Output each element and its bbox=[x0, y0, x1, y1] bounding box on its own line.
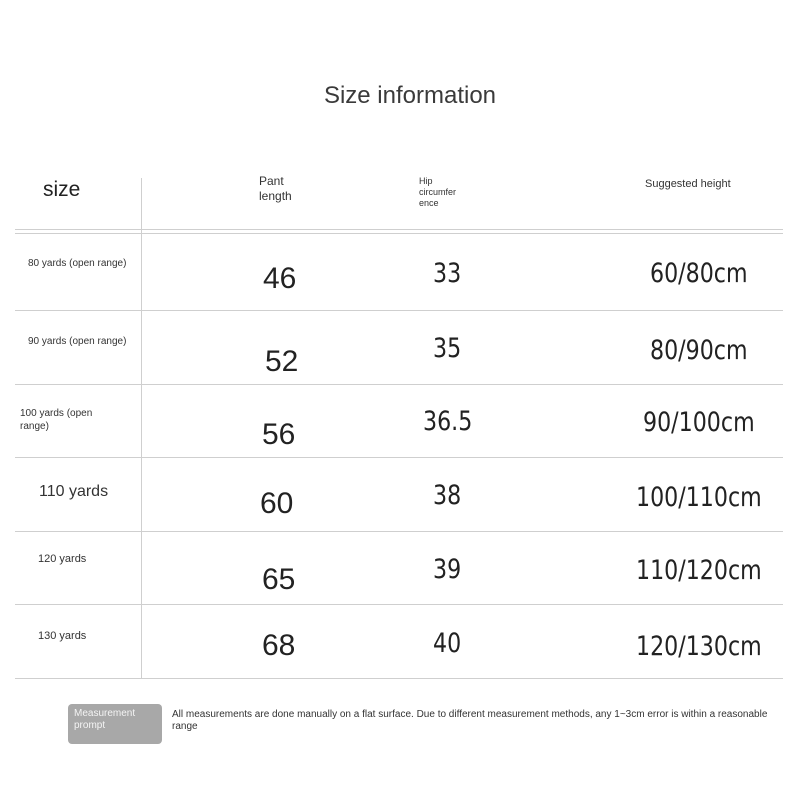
pant-length-cell: 46 bbox=[263, 262, 297, 295]
height-cell: 60/80cm bbox=[650, 258, 748, 289]
size-cell: 130 yards bbox=[38, 630, 87, 642]
row-divider bbox=[15, 457, 783, 458]
hip-cell: 33 bbox=[433, 258, 462, 289]
measurement-note: All measurements are done manually on a flat surface. Due to different measurement methods, any 1~3cm error is within a reasonable range bbox=[172, 709, 768, 732]
header-hip-circumference: Hip circumfer ence bbox=[419, 176, 457, 208]
size-cell: 90 yards (open range) bbox=[28, 336, 127, 347]
size-cell: 110 yards bbox=[39, 483, 109, 500]
pant-length-cell: 65 bbox=[262, 563, 296, 596]
hip-cell: 35 bbox=[433, 333, 462, 364]
column-divider bbox=[141, 178, 142, 678]
hip-cell: 39 bbox=[433, 554, 462, 585]
row-divider bbox=[15, 310, 783, 311]
size-cell: 80 yards (open range) bbox=[28, 258, 127, 269]
pant-length-cell: 56 bbox=[262, 418, 296, 451]
hip-cell: 40 bbox=[433, 628, 462, 659]
height-cell: 110/120cm bbox=[636, 555, 762, 586]
pant-length-cell: 60 bbox=[260, 487, 294, 520]
header-size: size bbox=[43, 178, 81, 201]
pant-length-cell: 68 bbox=[262, 629, 296, 662]
hip-cell: 38 bbox=[433, 480, 462, 511]
size-cell: 100 yards (open range) bbox=[20, 408, 93, 432]
size-cell: 120 yards bbox=[38, 553, 87, 565]
header-suggested-height: Suggested height bbox=[645, 178, 731, 190]
hip-cell: 36.5 bbox=[423, 406, 473, 437]
height-cell: 100/110cm bbox=[636, 482, 762, 513]
row-divider bbox=[15, 531, 783, 532]
page-title: Size information bbox=[323, 82, 497, 109]
pant-length-cell: 52 bbox=[265, 345, 299, 378]
height-cell: 90/100cm bbox=[643, 407, 755, 438]
height-cell: 80/90cm bbox=[650, 335, 748, 366]
measurement-prompt-badge: Measurement prompt bbox=[68, 704, 162, 744]
header-divider bbox=[15, 229, 783, 234]
height-cell: 120/130cm bbox=[636, 631, 762, 662]
table-bottom-border bbox=[15, 678, 783, 679]
row-divider bbox=[15, 604, 783, 605]
row-divider bbox=[15, 384, 783, 385]
header-pant-length: Pant length bbox=[259, 174, 292, 203]
